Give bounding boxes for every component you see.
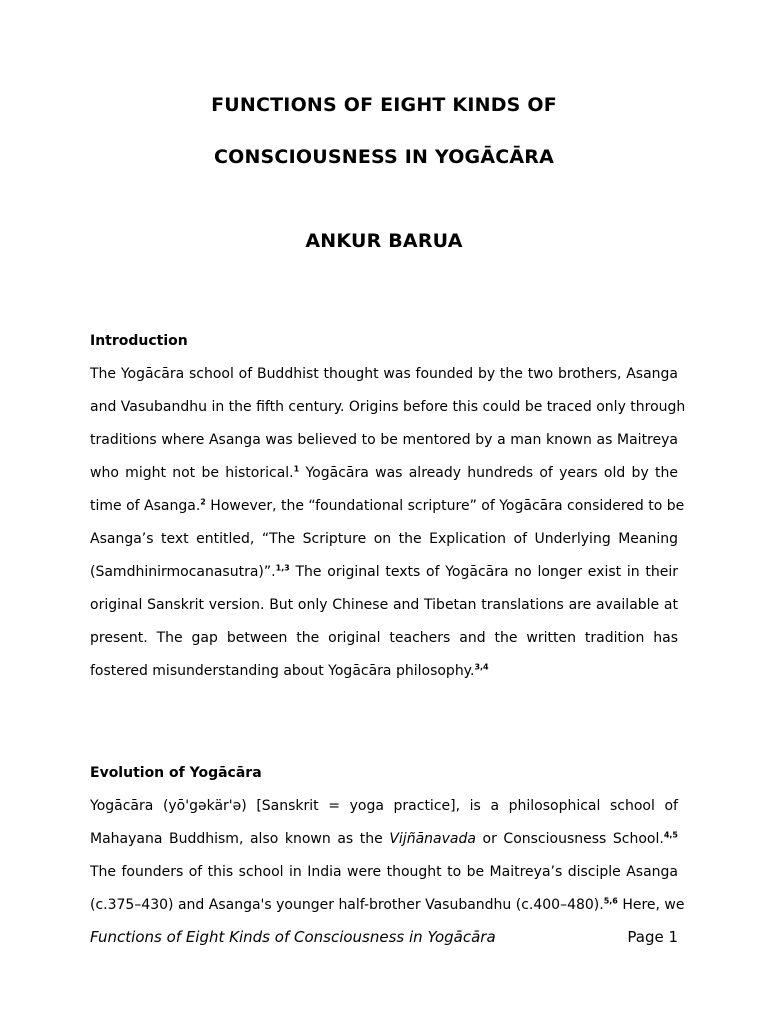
footnote-ref: 2 — [200, 497, 206, 507]
italic-term: Vijñānavada — [389, 831, 476, 847]
text-line: Mahayana Buddhism, also known as the Vijñānavada or Consciousness School.$^{4,5}$ — [90, 830, 678, 847]
document-title-line-1: FUNCTIONS OF EIGHT KINDS OF — [211, 94, 557, 116]
text-line: and Vasubandhu in the fifth century. Origins before this could be traced only through — [90, 399, 686, 415]
text-line: time of Asanga.$^2$ However, the “foundational scripture” of Yogācāra considered to be — [90, 497, 685, 514]
section-heading-introduction: Introduction — [90, 333, 188, 349]
text-line: The founders of this school in India were thought to be Maitreya’s disciple Asanga — [90, 864, 678, 880]
footnote-ref: 5,6 — [603, 896, 618, 906]
text-line: Asanga’s text entitled, “The Scripture on the Explication of Underlying Meaning — [90, 531, 678, 547]
footnote-ref: 1 — [293, 464, 300, 474]
section-heading-evolution: Evolution of Yogācāra — [90, 765, 262, 781]
footer-title: Functions of Eight Kinds of Consciousness in Yogācāra — [90, 928, 496, 946]
evolution-paragraph — [90, 790, 685, 922]
text-line: present. The gap between the original teachers and the written tradition has — [90, 630, 678, 646]
footnote-ref: 3,4 — [474, 662, 489, 672]
footnote-ref: 4,5 — [663, 830, 678, 840]
text-line: traditions where Asanga was believed to be mentored by a man known as Maitreya — [90, 432, 678, 448]
footnote-ref: 1,3 — [275, 563, 290, 573]
text-line: who might not be historical.$^1$ Yogācāra was already hundreds of years old by the — [90, 464, 678, 481]
text-line: (Samdhinirmocanasutra)”.$^{1,3}$ The original texts of Yogācāra no longer exist in their — [90, 563, 678, 580]
author-name: ANKUR BARUA — [305, 230, 463, 252]
page-footer — [90, 928, 678, 946]
document-title-line-2: CONSCIOUSNESS IN YOGĀCĀRA — [213, 146, 555, 168]
introduction-paragraph — [90, 358, 686, 688]
text-line: original Sanskrit version. But only Chinese and Tibetan translations are available at — [90, 597, 678, 613]
text-line: Yogācāra (yō'gəkär'ə) [Sanskrit = yoga practice], is a philosophical school of — [90, 798, 678, 814]
page-number: Page 1 — [627, 928, 678, 946]
text-line: fostered misunderstanding about Yogācāra philosophy.$^{3,4}$ — [90, 662, 489, 679]
text-line: The Yogācāra school of Buddhist thought was founded by the two brothers, Asanga — [90, 366, 678, 382]
text-line: (c.375–430) and Asanga's younger half-brother Vasubandhu (c.400–480).$^{5,6}$ Here, we — [90, 896, 685, 913]
